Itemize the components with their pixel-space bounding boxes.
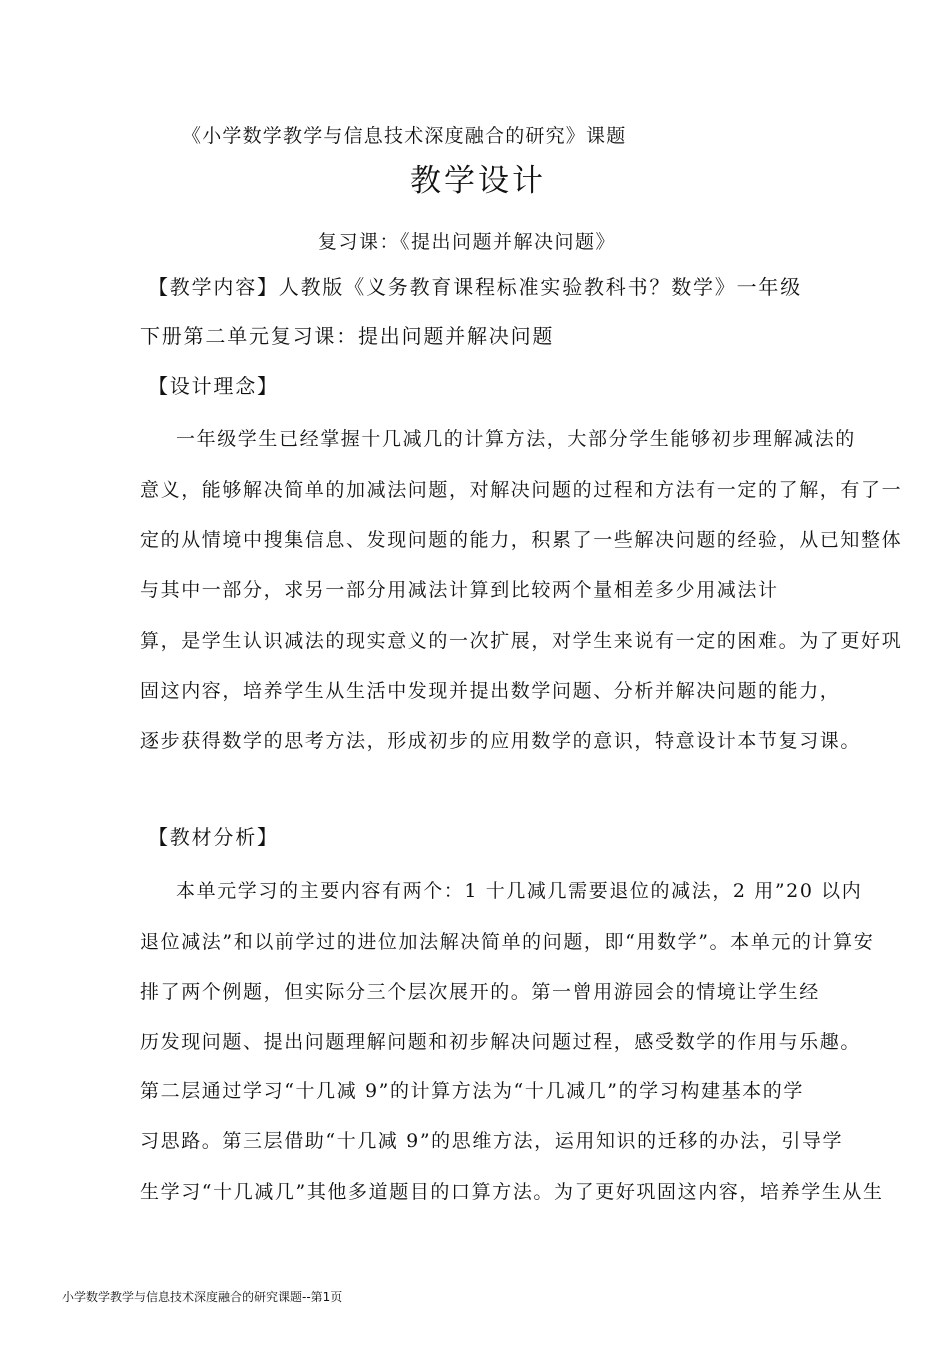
paragraph-line: 历发现问题、提出问题理解问题和初步解决问题过程，感受数学的作用与乐趣。 bbox=[140, 1031, 862, 1053]
page-footer: 小学数学教学与信息技术深度融合的研究课题--第1页 bbox=[62, 1290, 343, 1304]
paragraph-line: 习思路。第三层借助“十几减 9”的思维方法，运用知识的迁移的办法，引导学 bbox=[140, 1130, 844, 1152]
paragraph-line: 排了两个例题，但实际分三个层次展开的。第一曾用游园会的情境让学生经 bbox=[140, 981, 820, 1003]
paragraph-line: 逐步获得数学的思考方法，形成初步的应用数学的意识，特意设计本节复习课。 bbox=[140, 730, 862, 752]
paragraph-line: 固这内容，培养学生从生活中发现并提出数学问题、分析并解决问题的能力， bbox=[140, 680, 841, 702]
teaching-content-line: 下册第二单元复习课：提出问题并解决问题 bbox=[140, 324, 555, 348]
paragraph-line: 意义，能够解决简单的加减法问题，对解决问题的过程和方法有一定的了解，有了一 bbox=[140, 479, 903, 501]
paragraph-line: 退位减法”和以前学过的进位加法解决简单的问题，即“用数学”。本单元的计算安 bbox=[140, 931, 875, 953]
lesson-subtitle: 复习课：《提出问题并解决问题》 bbox=[318, 231, 617, 253]
paragraph-line: 一年级学生已经掌握十几减几的计算方法，大部分学生能够初步理解减法的 bbox=[176, 428, 856, 450]
material-analysis-heading: 【教材分析】 bbox=[148, 825, 279, 849]
teaching-content-line: 【教学内容】人教版《义务教育课程标准实验教科书？数学》一年级 bbox=[148, 275, 802, 299]
paragraph-line: 第二层通过学习“十几减 9”的计算方法为“十几减几”的学习构建基本的学 bbox=[140, 1080, 804, 1102]
design-concept-heading: 【设计理念】 bbox=[148, 374, 279, 398]
paragraph-line: 与其中一部分，求另一部分用减法计算到比较两个量相差多少用减法计 bbox=[140, 579, 779, 601]
paragraph-line: 本单元学习的主要内容有两个：1 十几减几需要退位的减法，2 用”20 以内 bbox=[176, 880, 863, 902]
paragraph-line: 生学习“十几减几”其他多道题目的口算方法。为了更好巩固这内容，培养学生从生 bbox=[140, 1181, 884, 1203]
page-title: 教学设计 bbox=[410, 163, 546, 199]
course-title: 《小学数学教学与信息技术深度融合的研究》课题 bbox=[182, 125, 627, 147]
paragraph-line: 算，是学生认识减法的现实意义的一次扩展，对学生来说有一定的困难。为了更好巩 bbox=[140, 630, 903, 652]
paragraph-line: 定的从情境中搜集信息、发现问题的能力，积累了一些解决问题的经验，从已知整体 bbox=[140, 529, 903, 551]
